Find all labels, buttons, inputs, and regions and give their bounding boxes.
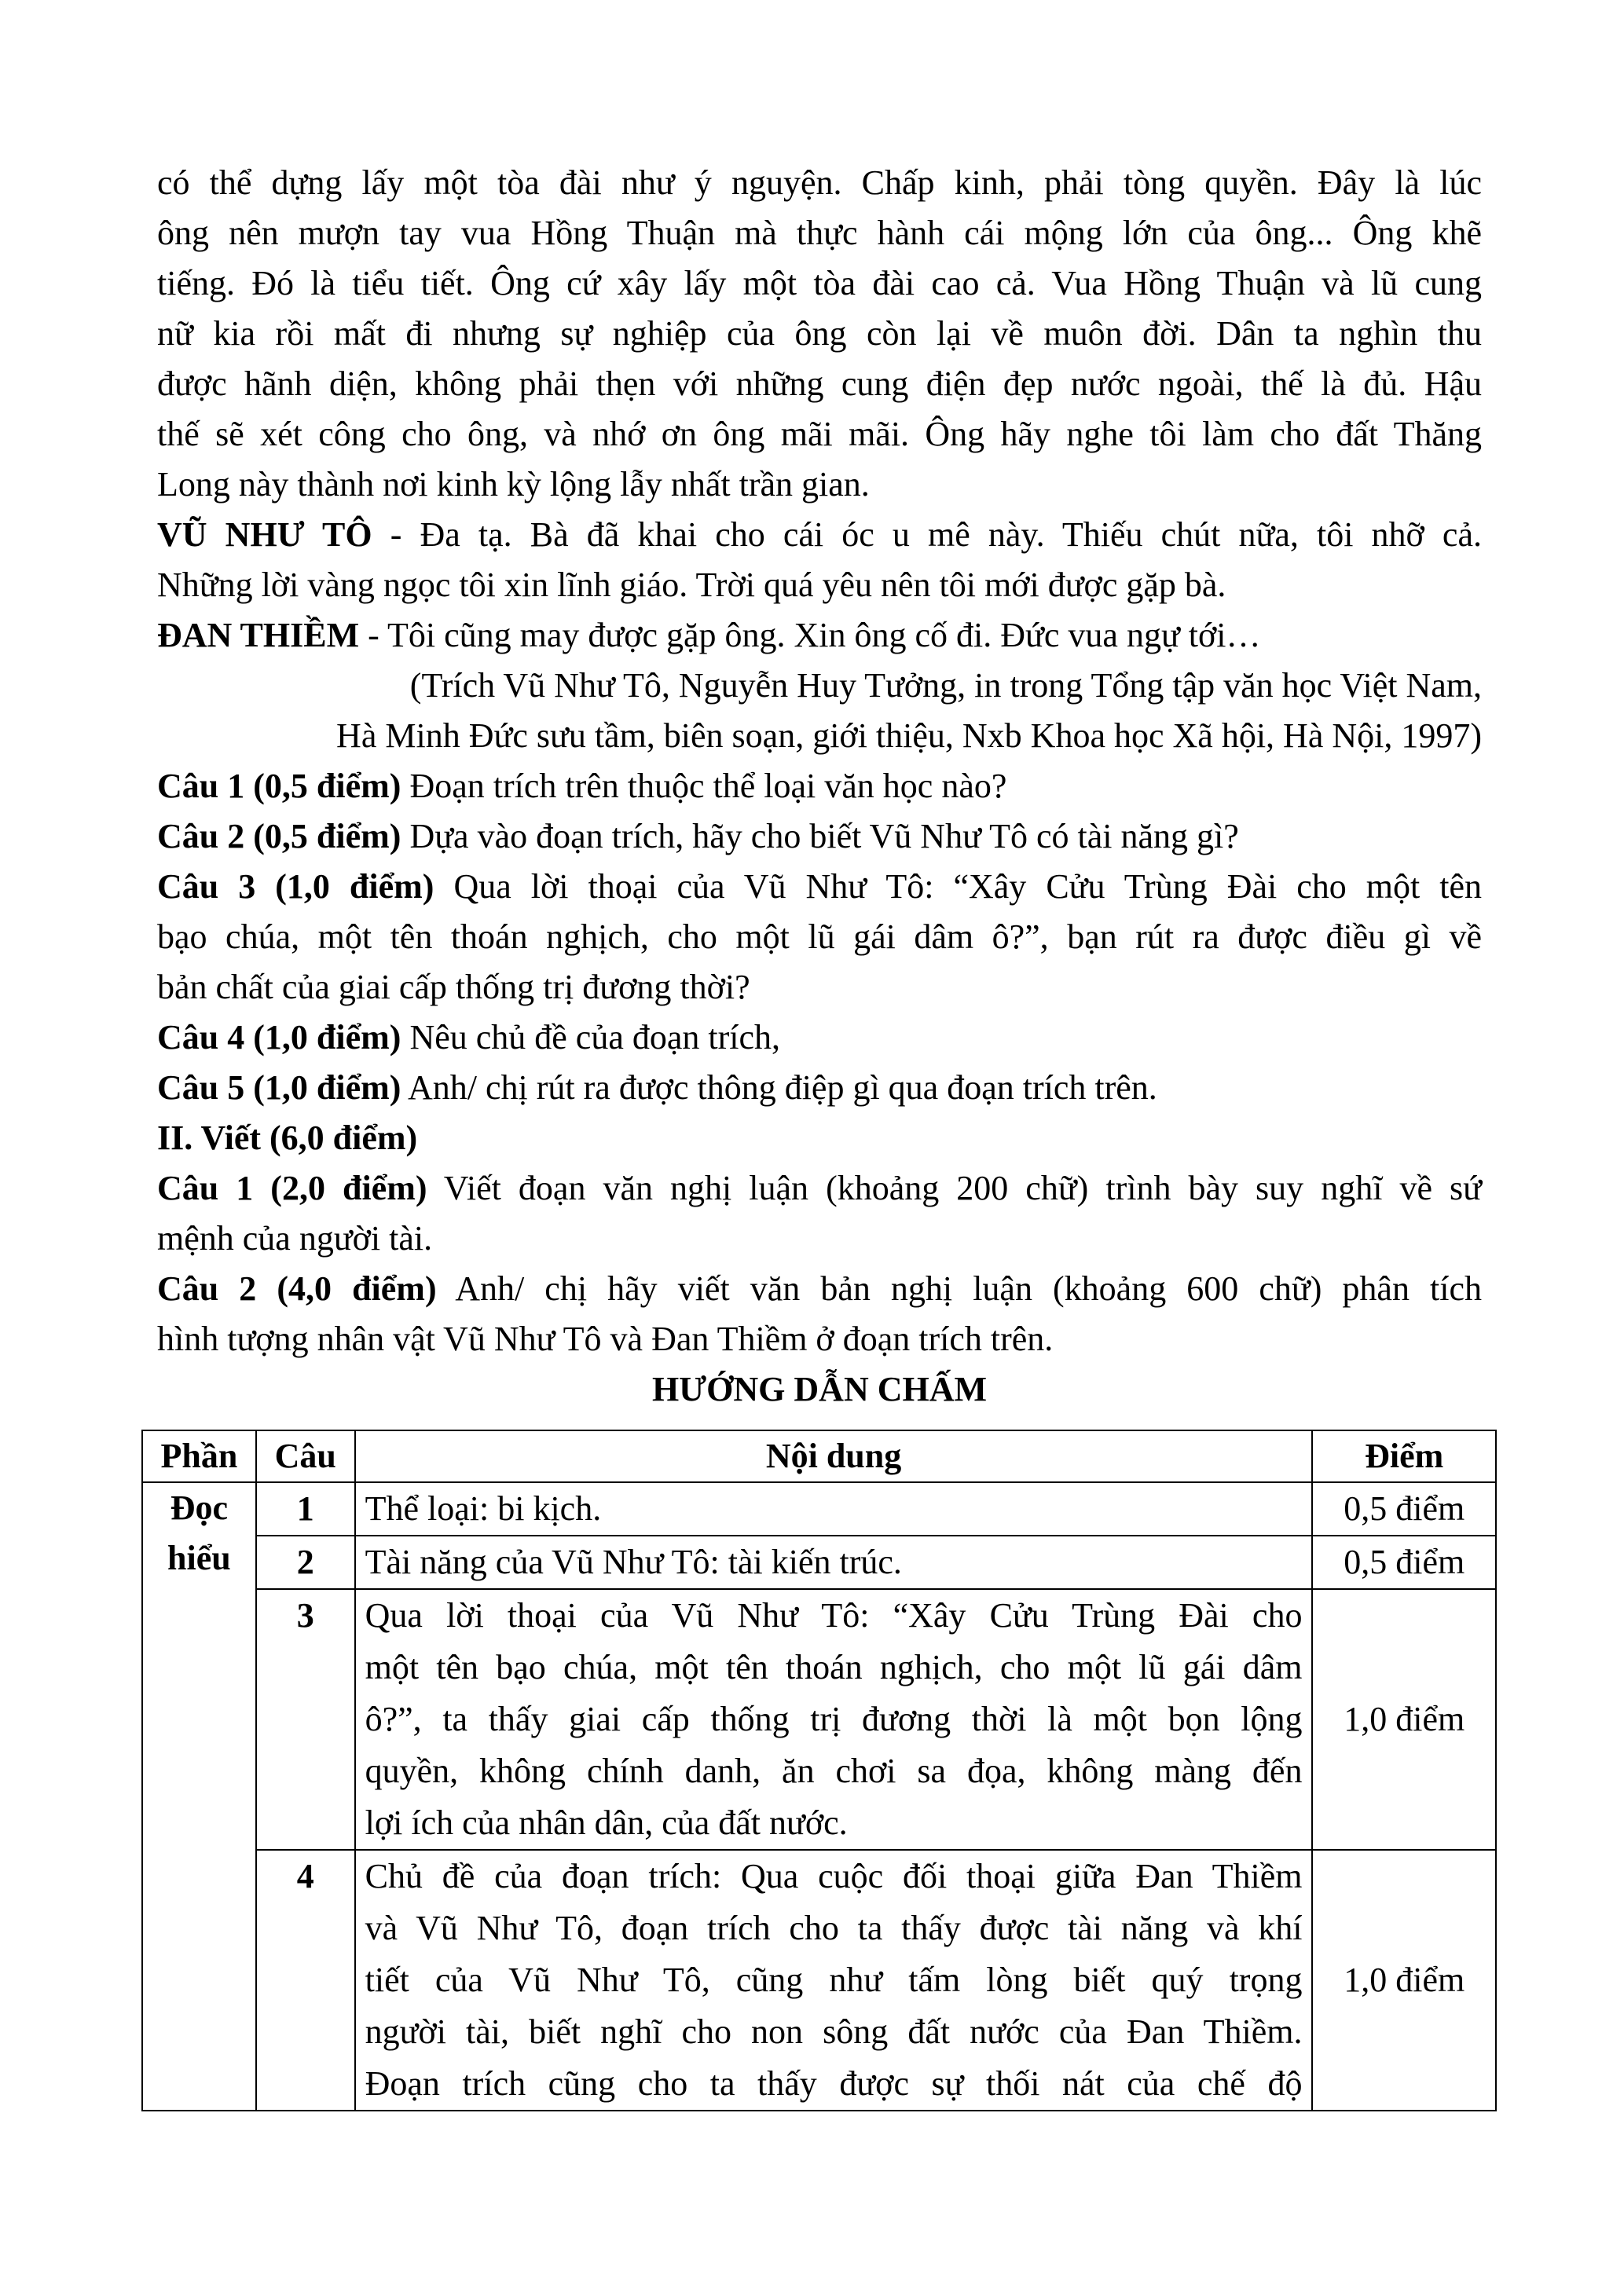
passage-line — [157, 409, 1482, 460]
question-line — [157, 962, 1482, 1013]
header-question: Câu — [256, 1430, 355, 1482]
bold-label: Câu 3 (1,0 điểm) — [157, 867, 434, 906]
bold-label: VŨ NHƯ TÔ — [157, 515, 372, 554]
content-line: Tài năng của Vũ Như Tô: tài kiến trúc. — [365, 1543, 902, 1581]
question-line — [157, 1063, 1482, 1113]
line-text: được hãnh diện, không phải thẹn với những cung điện đẹp nước ngoài, thế là đủ. Hậu — [157, 364, 1482, 403]
content-cell — [355, 1482, 1313, 1536]
points-cell: 1,0 điểm — [1312, 1850, 1496, 2111]
line-text: ông nên mượn tay vua Hồng Thuận mà thực hành cái mộng lớn của ông... Ông khẽ — [157, 214, 1482, 252]
table-row — [142, 1482, 1496, 1536]
line-text: có thể dựng lấy một tòa đài như ý nguyện. Chấp kinh, phải tòng quyền. Đây là lúc — [157, 163, 1482, 202]
content-line: Đoạn trích cũng cho ta thấy được sự thối nát của chế độ — [365, 2064, 1303, 2103]
line-text: Những lời vàng ngọc tôi xin lĩnh giáo. Trời quá yêu nên tôi mới được gặp bà. — [157, 566, 1226, 604]
passage-line — [157, 460, 1482, 510]
question-line — [157, 912, 1482, 962]
citation — [157, 661, 1482, 761]
line-text: Đoạn trích trên thuộc thể loại văn học nào? — [401, 767, 1007, 805]
bold-label: Câu 5 (1,0 điểm) — [157, 1068, 401, 1107]
section-label: Đọc — [170, 1489, 229, 1527]
section-label: hiểu — [167, 1539, 231, 1577]
line-text: - Đa tạ. Bà đã khai cho cái óc u mê này. Thiếu chút nữa, tôi nhỡ cả. — [372, 515, 1482, 554]
question-number-text: 4 — [296, 1857, 314, 1895]
line-text: Anh/ chị rút ra được thông điệp gì qua đoạn trích trên. — [401, 1068, 1157, 1107]
rubric-title: HƯỚNG DẪN CHẤM — [651, 1370, 988, 1408]
passage-line — [157, 560, 1482, 610]
citation-line: (Trích Vũ Như Tô, Nguyễn Huy Tưởng, in trong Tổng tập văn học Việt Nam, — [409, 666, 1482, 705]
rubric-table — [141, 1430, 1497, 2111]
content-cell — [355, 1850, 1313, 2111]
line-text: bản chất của giai cấp thống trị đương thời? — [157, 968, 750, 1006]
passage — [157, 158, 1482, 661]
header-content: Nội dung — [355, 1430, 1313, 1482]
content-line: Thể loại: bi kịch. — [365, 1489, 602, 1528]
question-line — [157, 761, 1482, 811]
content-line: lợi ích của nhân dân, của đất nước. — [365, 1803, 848, 1842]
question-number — [256, 1589, 355, 1850]
content-line: tiết của Vũ Như Tô, cũng như tấm lòng biết quý trọng — [365, 1961, 1303, 1999]
question-line — [157, 1113, 1482, 1163]
bold-label: II. Viết (6,0 điểm) — [157, 1119, 418, 1157]
passage-line — [157, 208, 1482, 258]
line-text: Viết đoạn văn nghị luận (khoảng 200 chữ) trình bày suy nghĩ về sứ — [427, 1169, 1482, 1207]
line-text: Anh/ chị hãy viết văn bản nghị luận (khoảng 600 chữ) phân tích — [436, 1269, 1482, 1308]
line-text: Nêu chủ đề của đoạn trích, — [401, 1018, 781, 1056]
line-text: - Tôi cũng may được gặp ông. Xin ông cố đi. Đức vua ngự tới… — [359, 616, 1261, 654]
passage-line — [157, 359, 1482, 409]
line-text: Dựa vào đoạn trích, hãy cho biết Vũ Như Tô có tài năng gì? — [401, 817, 1239, 855]
content-line: ô?”, ta thấy giai cấp thống trị đương thời là một bọn lộng — [365, 1700, 1303, 1738]
question-line — [157, 1314, 1482, 1364]
bold-label: Câu 2 (4,0 điểm) — [157, 1269, 437, 1308]
line-text: nữ kia rồi mất đi nhưng sự nghiệp của ông còn lại về muôn đời. Dân ta nghìn thu — [157, 314, 1482, 353]
passage-line — [157, 309, 1482, 359]
passage-line — [157, 158, 1482, 208]
table-row — [142, 1589, 1496, 1850]
document-page — [157, 158, 1482, 1415]
question-line — [157, 811, 1482, 862]
content-line: Chủ đề của đoạn trích: Qua cuộc đối thoại giữa Đan Thiềm — [365, 1857, 1303, 1895]
content-line: một tên bạo chúa, một tên thoán nghịch, cho một lũ gái dâm — [365, 1648, 1303, 1686]
question-line — [157, 1013, 1482, 1063]
content-line: Qua lời thoại của Vũ Như Tô: “Xây Cửu Trùng Đài cho — [365, 1596, 1303, 1635]
question-number — [256, 1482, 355, 1536]
question-number — [256, 1536, 355, 1589]
question-line — [157, 1214, 1482, 1264]
points-cell: 0,5 điểm — [1312, 1482, 1496, 1536]
citation-line: Hà Minh Đức sưu tầm, biên soạn, giới thiệu, Nxb Khoa học Xã hội, Hà Nội, 1997) — [336, 716, 1482, 755]
bold-label: Câu 2 (0,5 điểm) — [157, 817, 401, 855]
question-line — [157, 862, 1482, 912]
bold-label: Câu 4 (1,0 điểm) — [157, 1018, 401, 1056]
content-cell — [355, 1589, 1313, 1850]
bold-label: ĐAN THIỀM — [157, 616, 360, 654]
table-row — [142, 1536, 1496, 1589]
line-text: Qua lời thoại của Vũ Như Tô: “Xây Cửu Trùng Đài cho một tên — [434, 867, 1482, 906]
question-number-text: 2 — [296, 1543, 314, 1581]
question-number-text: 3 — [296, 1596, 314, 1635]
content-line: quyền, không chính danh, ăn chơi sa đọa, không màng đến — [365, 1752, 1303, 1790]
passage-line — [157, 258, 1482, 309]
passage-line — [157, 510, 1482, 560]
table-row — [142, 1850, 1496, 2111]
line-text: bạo chúa, một tên thoán nghịch, cho một lũ gái dâm ô?”, bạn rút ra được điều gì về — [157, 917, 1482, 956]
question-number-text: 1 — [296, 1489, 314, 1528]
passage-line — [157, 610, 1482, 661]
question-line — [157, 1163, 1482, 1214]
table-header-row — [142, 1430, 1496, 1482]
line-text: mệnh của người tài. — [157, 1219, 433, 1258]
questions — [157, 761, 1482, 1364]
content-line: và Vũ Như Tô, đoạn trích cho ta thấy được tài năng và khí — [365, 1909, 1303, 1947]
line-text: tiếng. Đó là tiểu tiết. Ông cứ xây lấy một tòa đài cao cả. Vua Hồng Thuận và lũ cung — [157, 264, 1482, 302]
line-text: Long này thành nơi kinh kỳ lộng lẫy nhất trần gian. — [157, 465, 870, 504]
content-cell — [355, 1536, 1313, 1589]
points-cell: 0,5 điểm — [1312, 1536, 1496, 1589]
line-text: thế sẽ xét công cho ông, và nhớ ơn ông mãi mãi. Ông hãy nghe tôi làm cho đất Thăng — [157, 415, 1482, 453]
header-section: Phần — [142, 1430, 256, 1482]
bold-label: Câu 1 (0,5 điểm) — [157, 767, 401, 805]
question-line — [157, 1264, 1482, 1314]
line-text: hình tượng nhân vật Vũ Như Tô và Đan Thiềm ở đoạn trích trên. — [157, 1320, 1054, 1358]
bold-label: Câu 1 (2,0 điểm) — [157, 1169, 427, 1207]
header-points: Điểm — [1312, 1430, 1496, 1482]
section-cell — [142, 1482, 256, 2111]
points-cell: 1,0 điểm — [1312, 1589, 1496, 1850]
content-line: người tài, biết nghĩ cho non sông đất nước của Đan Thiềm. — [365, 2012, 1303, 2051]
question-number — [256, 1850, 355, 2111]
